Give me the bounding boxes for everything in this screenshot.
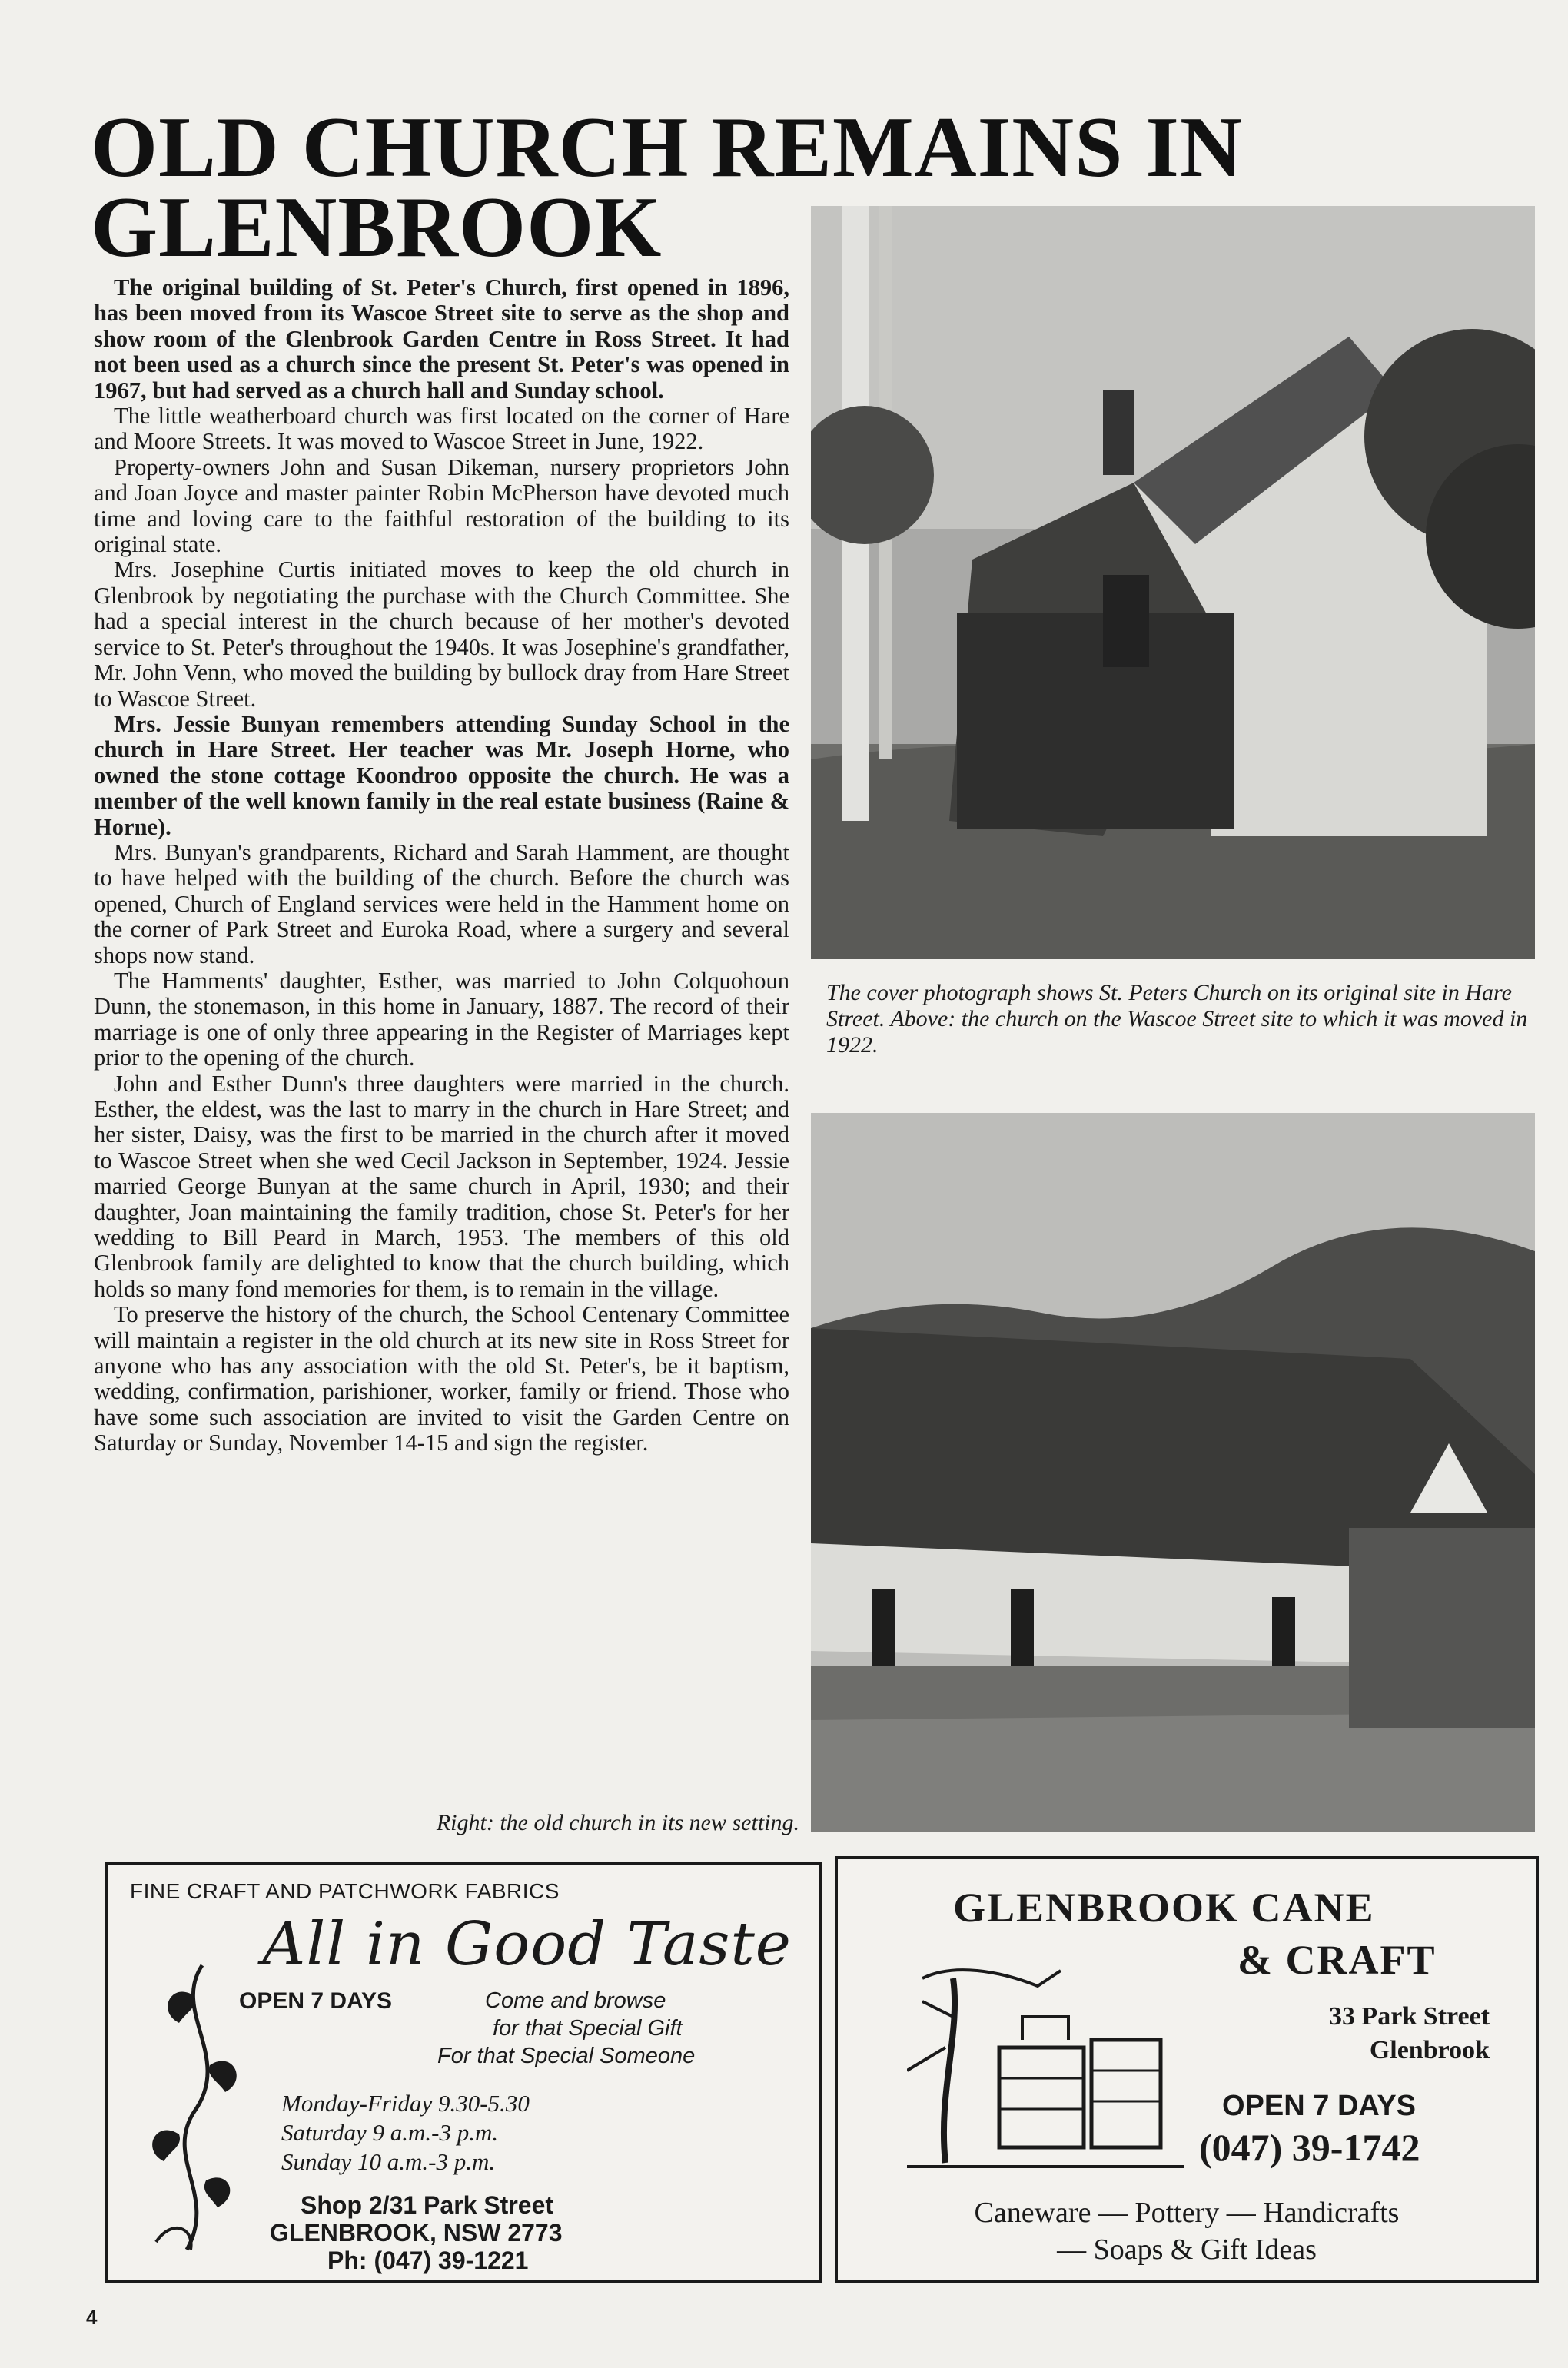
article-paragraph: Mrs. Jessie Bunyan remembers attending Sunday School in the church in Hare Street. Her teacher was Mr. Joseph Horne, who owned the stone cottage Koondroo opposite the church. He was a member of the well known family in the real estate business (Raine & Horne). [94, 710, 789, 840]
article-paragraph: The Hamments' daughter, Esther, was married to John Colquohoun Dunn, the stonemason, in this home in January, 1887. The record of their marriage is one of only three appearing in the Register of Marriages kept prior to the opening of the church. [94, 967, 789, 1071]
ad-glenbrook-cane-craft [835, 1856, 1539, 2283]
article-paragraph: John and Esther Dunn's three daughters were married in the church. Esther, the eldest, was the last to marry in the church in Hare Street; and her sister, Daisy, was the first to be married in the church after it moved to Wascoe Street when she wed Cecil Jackson in September, 1924. Jessie married George Bunyan at the same church in April, 1930; and their daughter, Joan maintaining the family tradition, chose St. Peter's for her wedding to Bill Peard in March, 1953. The members of this old Glenbrook family are delighted to know that the church building, which holds so many fond memories for them, is to remain in the village. [94, 1070, 789, 1302]
ad-slogan-3: For that Special Someone [437, 2044, 696, 2068]
ad-wares-2: — Soaps & Gift Ideas [1057, 2233, 1317, 2266]
ad-slogan-1: Come and browse [485, 1988, 666, 2013]
ad-hours-sunday: Sunday 10 a.m.-3 p.m. [281, 2148, 496, 2175]
article-body [94, 275, 789, 1456]
ad-wares-1: Caneware — Pottery — Handicrafts [974, 2197, 1400, 2229]
ad-hours-weekday: Monday-Friday 9.30-5.30 [281, 2090, 530, 2117]
ad-open-days: OPEN 7 DAYS [239, 1988, 392, 2014]
ad-tagline: FINE CRAFT AND PATCHWORK FABRICS [130, 1879, 560, 1903]
ad-brand: All in Good Taste [262, 1910, 792, 1979]
ad-phone: (047) 39-1742 [1199, 2126, 1420, 2169]
article-paragraph: The little weatherboard church was first located on the corner of Hare and Moore Streets. It was moved to Wascoe Street in June, 1922. [94, 403, 789, 455]
ad-hours-saturday: Saturday 9 a.m.-3 p.m. [281, 2119, 499, 2146]
ad-title-2: & CRAFT [1237, 1937, 1437, 1983]
right-photo-caption: Right: the old church in its new setting. [436, 1810, 799, 1835]
ad-address-2: GLENBROOK, NSW 2773 [270, 2219, 563, 2247]
ad-open-days: OPEN 7 DAYS [1222, 2090, 1417, 2122]
ad-all-in-good-taste [105, 1862, 822, 2283]
church-photo-new-setting [811, 1113, 1535, 1832]
ad-phone: Ph: (047) 39-1221 [327, 2247, 529, 2274]
ad-title-1: GLENBROOK CANE [953, 1885, 1375, 1931]
article-paragraph: To preserve the history of the church, the School Centenary Committee will maintain a register in the old church at its new site in Ross Street for anyone who has any association with the old St. Peter's, be it baptism, wedding, confirmation, parishioner, worker, family or friend. Those who have some such association are invited to visit the Garden Centre on Saturday or Sunday, November 14-15 and sign the register. [94, 1301, 789, 1456]
article-paragraph: Mrs. Bunyan's grandparents, Richard and Sarah Hamment, are thought to have helped with the building of the church. Before the church was opened, Church of England services were held in the Hamment home on the corner of Park Street and Euroka Road, where a surgery and several shops now stand. [94, 839, 789, 968]
top-photo-caption: The cover photograph shows St. Peters Church on its original site in Hare Street. Above: the church on the Wascoe Street site to which it was moved in 1922. [826, 980, 1528, 1058]
ad-address-1: Shop 2/31 Park Street [301, 2191, 554, 2219]
church-photo-wascoe [811, 206, 1535, 959]
ad-address-1: 33 Park Street [1329, 2002, 1490, 2031]
article-paragraph: The original building of St. Peter's Church, first opened in 1896, has been moved from its Wascoe Street site to serve as the shop and show room of the Glenbrook Garden Centre in Ross Street. It had not been used as a church since the present St. Peter's was opened in 1967, but had served as a church hall and Sunday school. [94, 274, 789, 404]
headline: OLD CHURCH REMAINS IN GLENBROOK [91, 100, 1243, 275]
page-number: 4 [86, 2306, 98, 2329]
cane-furniture-illustration-icon [907, 1955, 1184, 2186]
article-paragraph: Mrs. Josephine Curtis initiated moves to keep the old church in Glenbrook by negotiating the purchase with the Church Committee. She had a special interest in the church because of her mother's devoted service to St. Peter's throughout the 1940s. It was Josephine's grandfather, Mr. John Venn, who moved the building by bullock dray from Hare Street to Wascoe Street. [94, 556, 789, 712]
ad-address-2: Glenbrook [1369, 2036, 1490, 2064]
article-paragraph: Property-owners John and Susan Dikeman, nursery proprietors John and Joan Joyce and master painter Robin McPherson have devoted much time and loving care to the faithful restoration of the building to its original state. [94, 453, 789, 558]
ad-slogan-2: for that Special Gift [493, 2016, 683, 2041]
